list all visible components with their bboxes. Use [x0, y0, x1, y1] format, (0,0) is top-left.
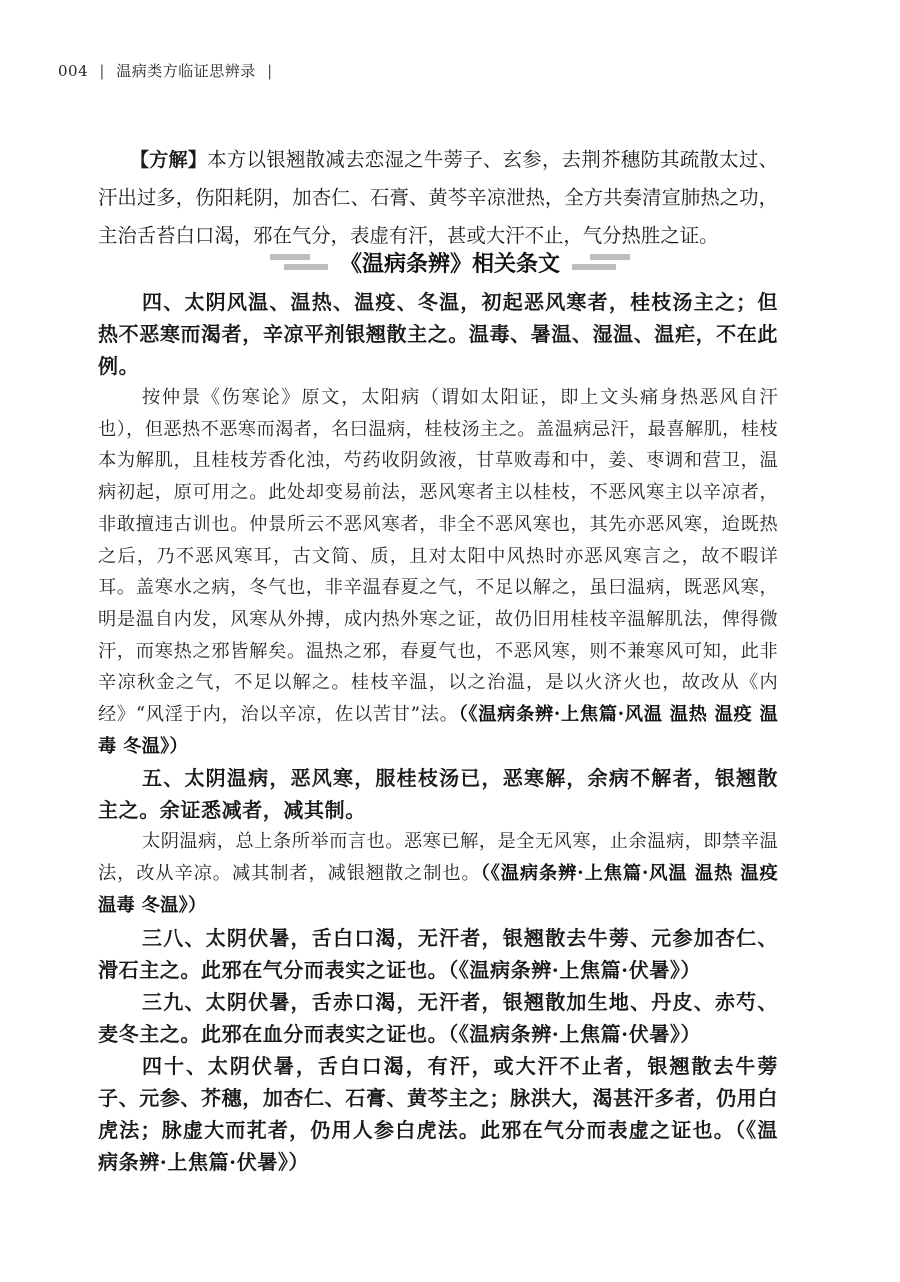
book-title: 温病类方临证思辨录	[116, 62, 256, 80]
header-separator: |	[99, 62, 105, 80]
source-citation: （《温病条辨·上焦篇·风温 温热 温疫 温毒 冬温》）	[98, 704, 778, 757]
source-citation: （《温病条辨·上焦篇·伏暑》）	[448, 1021, 702, 1046]
clause-text: 三八、太阴伏暑，舌白口渴，无汗者，银翘散去牛蒡、元参加杏仁、滑石主之。此邪在气分而表实之证也。	[98, 925, 778, 982]
clause-paragraph	[98, 986, 778, 1050]
formula-explanation-text: 本方以银翘散减去恋湿之牛蒡子、玄参，去荆芥穗防其疏散太过、汗出过多，伤阳耗阴，加杏仁、石膏、黄芩辛凉泄热，全方共奏清宣肺热之功，主治舌苔白口渴，邪在气分，表虚有汗，甚或大汗不止，气分热胜之证。	[98, 148, 778, 248]
article-body	[98, 286, 778, 1178]
clause-text: 三九、太阴伏暑，舌赤口渴，无汗者，银翘散加生地、丹皮、赤芍、麦冬主之。此邪在血分而表实之证也。	[98, 989, 778, 1046]
commentary-paragraph	[98, 826, 778, 921]
heading-ornament-right-icon	[572, 251, 630, 273]
section-heading	[0, 242, 900, 282]
clause-paragraph	[98, 922, 778, 986]
source-citation: （《温病条辨·上焦篇·风温 温热 温疫 温毒 冬温》）	[98, 863, 778, 916]
clause-paragraph	[98, 1050, 778, 1178]
page-number: 004	[58, 62, 89, 80]
commentary-paragraph	[98, 382, 778, 762]
formula-explanation-tag: 【方解】	[130, 149, 208, 172]
header-separator-trailing: |	[267, 62, 273, 80]
clause-text: 四十、太阴伏暑，舌白口渴，有汗，或大汗不止者，银翘散去牛蒡子、元参、芥穗，加杏仁、石膏、黄芩主之；脉洪大，渴甚汗多者，仍用白虎法；脉虚大而芤者，仍用人参白虎法。此邪在气分而表虚之证也。	[98, 1053, 778, 1142]
clause-paragraph	[98, 286, 778, 382]
clause-paragraph	[98, 762, 778, 826]
running-header	[58, 60, 279, 81]
heading-ornament-left-icon	[270, 251, 328, 273]
source-citation: （《温病条辨·上焦篇·伏暑》）	[98, 1117, 778, 1174]
clause-text: 四、太阴风温、温热、温疫、冬温，初起恶风寒者，桂枝汤主之；但热不恶寒而渴者，辛凉平剂银翘散主之。温毒、暑温、湿温、温疟，不在此例。	[98, 290, 778, 378]
clause-text: 五、太阴温病，恶风寒，服桂枝汤已，恶寒解，余病不解者，银翘散主之。余证悉减者，减其制。	[98, 766, 778, 823]
source-citation: （《温病条辨·上焦篇·伏暑》）	[448, 957, 702, 982]
commentary-text: 按仲景《伤寒论》原文，太阳病（谓如太阳证，即上文头痛身热恶风自汗也），但恶热不恶寒而渴者，名曰温病，桂枝汤主之。盖温病忌汗，最喜解肌，桂枝本为解肌，且桂枝芳香化浊，芍药收阴敛液，甘草败毒和中，姜、枣调和营卫，温病初起，原可用之。此处却变易前法，恶风寒者主以桂枝，不恶风寒主以辛凉者，非敢擅违古训也。仲景所云不恶风寒者，非全不恶风寒也，其先亦恶风寒，迨既热之后，乃不恶风寒耳，古文简、质，且对太阳中风热时亦恶风寒言之，故不暇详耳。盖寒水之病，冬气也，非辛温春夏之气，不足以解之，虽曰温病，既恶风寒，明是温自内发，风寒从外搏，成内热外寒之证，故仍旧用桂枝辛温解肌法，俾得微汗，而寒热之邪皆解矣。温热之邪，春夏气也，不恶风寒，则不兼寒风可知，此非辛凉秋金之气，不足以解之。桂枝辛温，以之治温，是以火济火也，故改从《内经》“风淫于内，治以辛凉，佐以苦甘”法。	[98, 387, 778, 726]
section-heading-text: 《温病条辨》相关条文	[339, 251, 560, 277]
formula-explanation	[98, 141, 778, 255]
commentary-text: 太阴温病，总上条所举而言也。恶寒已解，是全无风寒，止余温病，即禁辛温法，改从辛凉。减其制者，减银翘散之制也。	[98, 831, 778, 885]
